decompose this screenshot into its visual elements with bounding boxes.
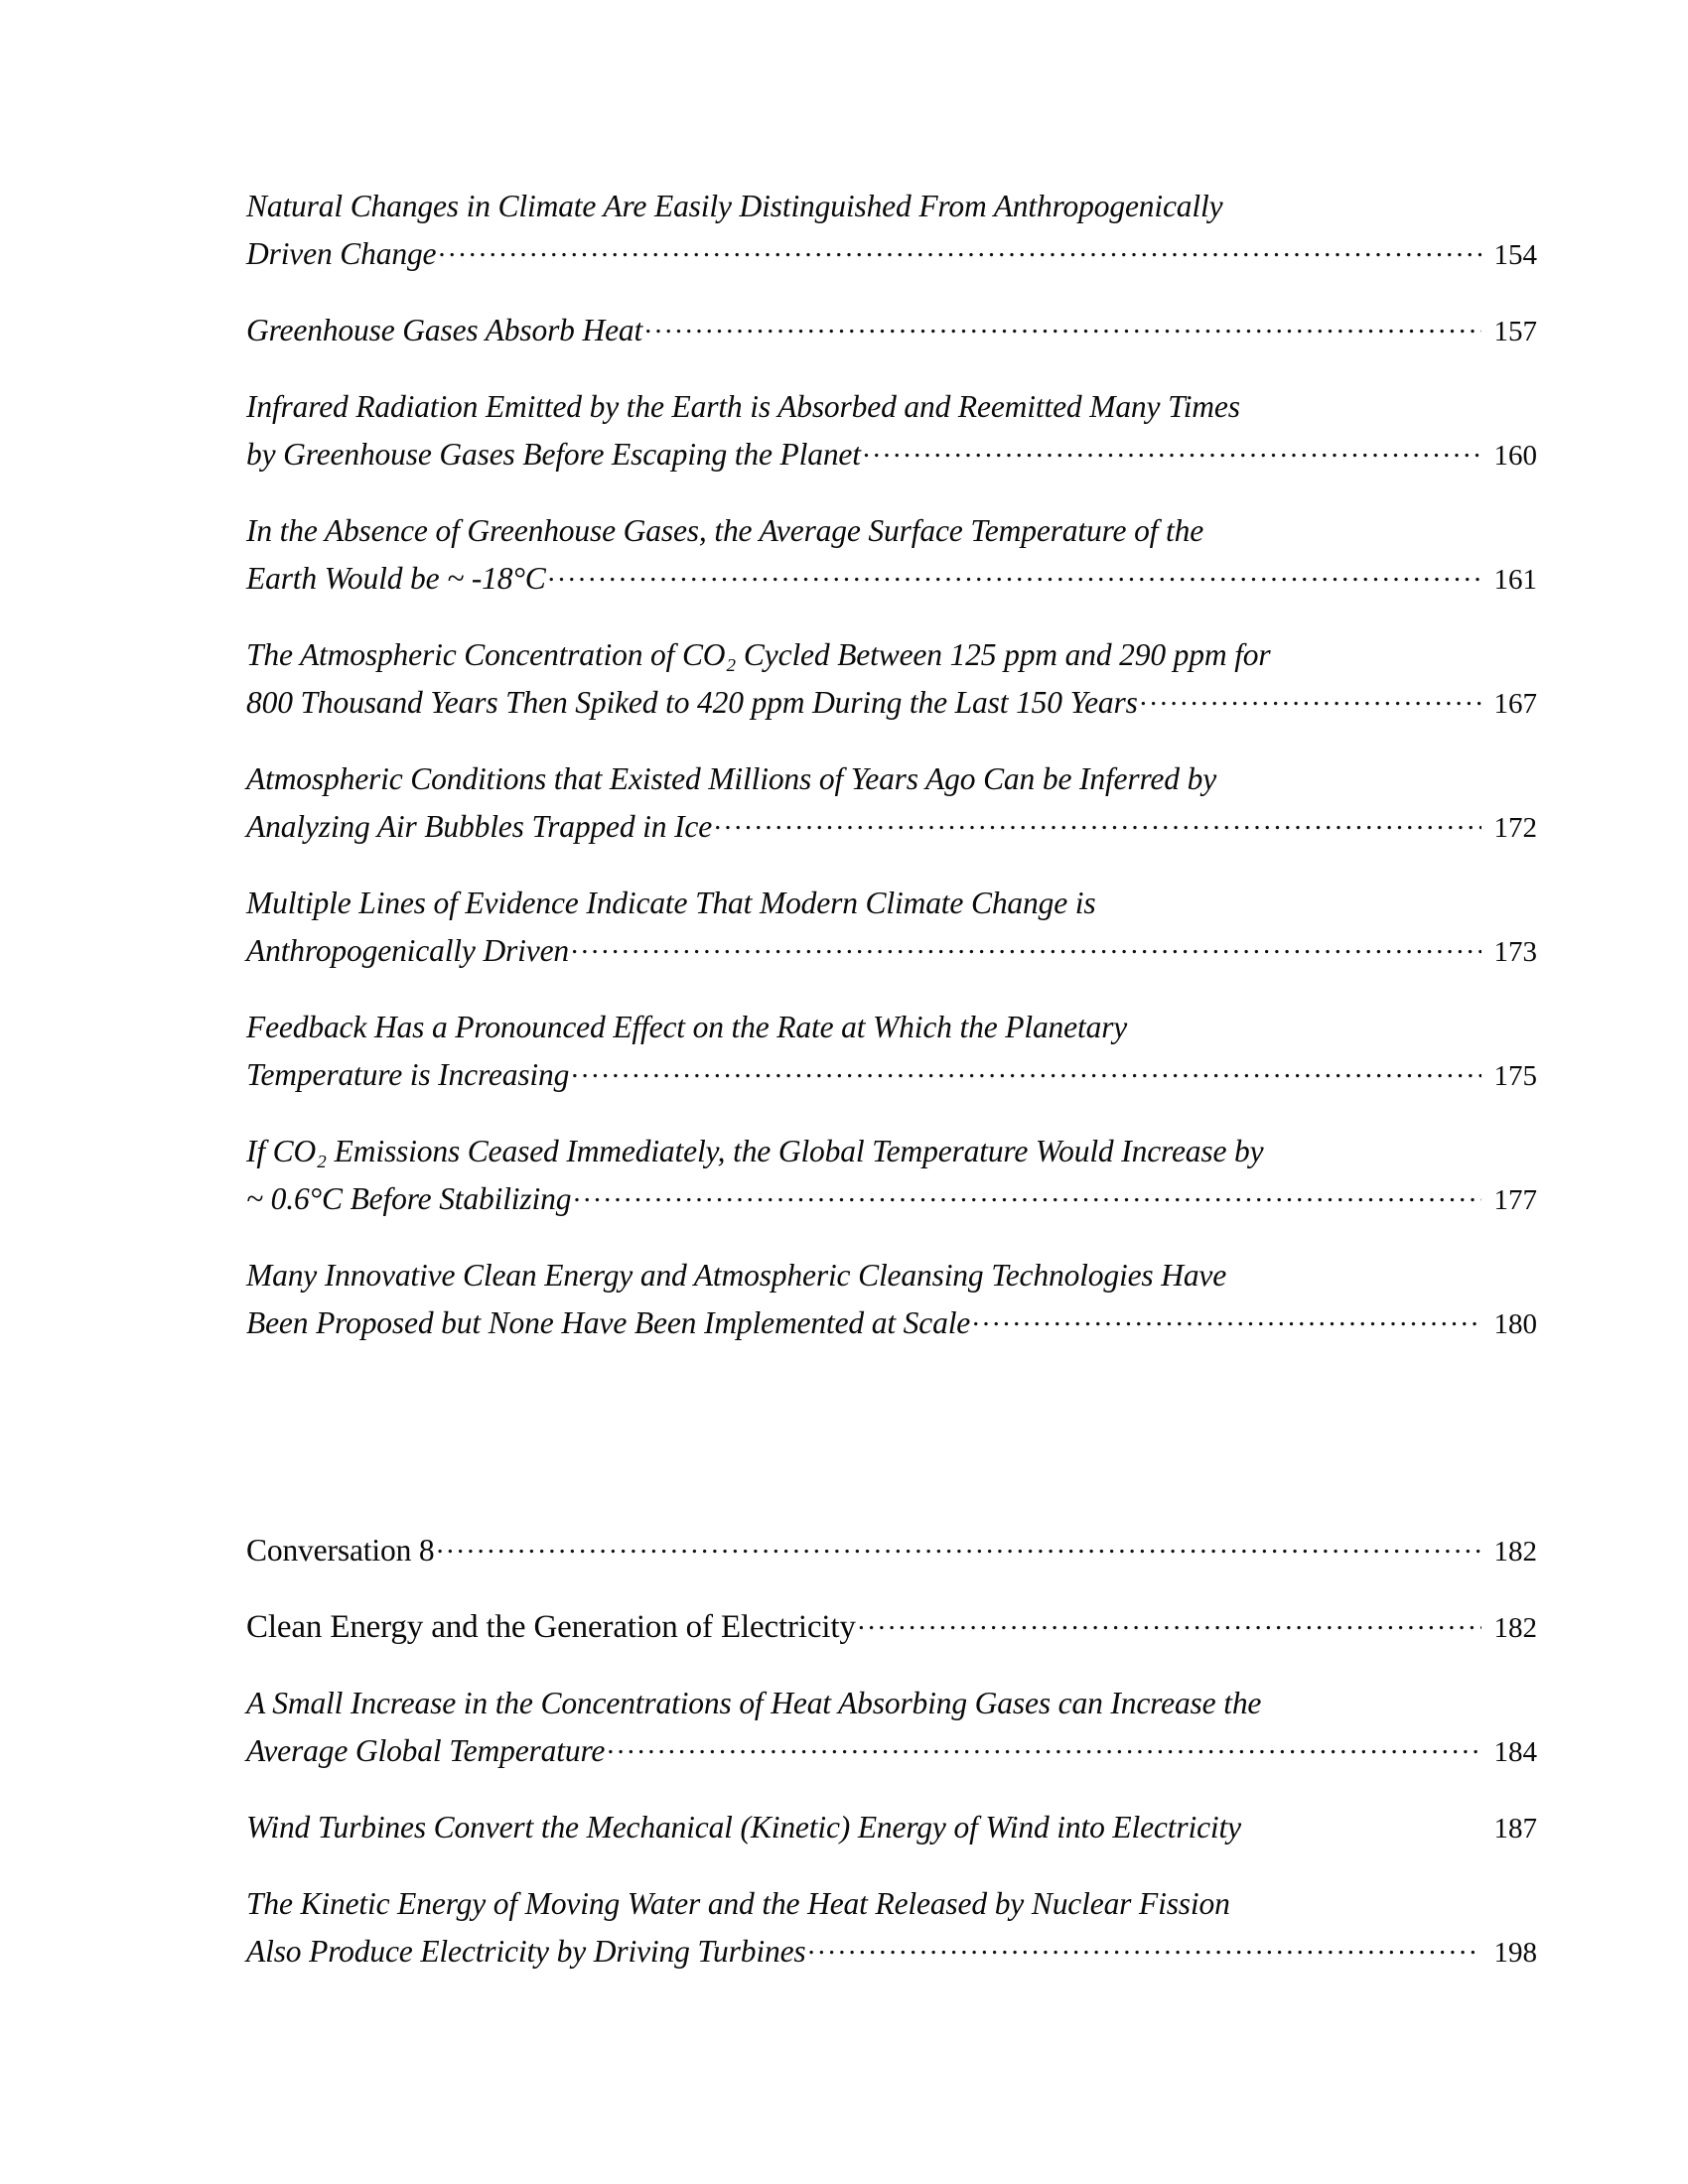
toc-entry-kinetic-energy-of-moving-water[interactable] bbox=[246, 1881, 1537, 1976]
toc-entry-last-line bbox=[246, 1929, 1537, 1976]
toc-entry-title-wrap bbox=[246, 384, 1240, 430]
toc-entry-multiple-lines-of-evidence[interactable] bbox=[246, 881, 1537, 975]
toc-page-number: 161 bbox=[1493, 564, 1537, 596]
toc-page-number: 187 bbox=[1493, 1813, 1537, 1844]
toc-entry-title-wrap bbox=[246, 184, 1222, 229]
toc-entry-title-wrap bbox=[246, 1728, 605, 1774]
toc-entry-line bbox=[246, 1129, 1537, 1174]
dot-leader bbox=[437, 1531, 1482, 1561]
toc-entry-title: Infrared Radiation Emitted by the Earth is Absorbed and Reemitted Many Times bbox=[246, 389, 1240, 424]
toc-page-number: 180 bbox=[1493, 1308, 1537, 1340]
toc-entry-title-wrap bbox=[246, 1129, 1264, 1174]
toc-entry-title: Analyzing Air Bubbles Trapped in Ice bbox=[246, 809, 713, 844]
toc-entry-last-line bbox=[246, 1728, 1537, 1775]
toc-entry-title: Atmospheric Conditions that Existed Millions of Years Ago Can be Inferred by bbox=[246, 761, 1217, 796]
dot-leader bbox=[1140, 683, 1481, 713]
toc-page-number: 182 bbox=[1493, 1612, 1537, 1644]
toc-entry-title: Earth Would be ~ -18°C bbox=[246, 561, 546, 596]
toc-page-number: 175 bbox=[1493, 1060, 1537, 1092]
toc-entry-title: Multiple Lines of Evidence Indicate That Modern Climate Change is bbox=[246, 886, 1096, 920]
toc-entry-last-line bbox=[246, 1604, 1537, 1651]
toc-entry-title-wrap bbox=[246, 556, 546, 602]
toc-entry-title: Anthropogenically Driven bbox=[246, 933, 570, 968]
toc-entry-small-increase-in-concentrations[interactable] bbox=[246, 1681, 1537, 1775]
toc-entry-title: Greenhouse Gases Absorb Heat bbox=[246, 313, 643, 347]
toc-entry-conversation-8[interactable] bbox=[246, 1528, 1537, 1574]
toc-entry-title-wrap bbox=[246, 1176, 571, 1222]
toc-entry-line bbox=[246, 184, 1537, 229]
dot-leader bbox=[571, 1055, 1481, 1085]
toc-entry-atmospheric-concentration-co2[interactable] bbox=[246, 632, 1537, 727]
toc-entry-title-wrap bbox=[246, 1052, 569, 1098]
toc-entry-title: The Atmospheric Concentration of CO₂ Cycled Between 125 ppm and 290 ppm for bbox=[246, 637, 1271, 672]
toc-entry-title-wrap bbox=[246, 881, 1096, 926]
toc-entry-last-line bbox=[246, 1300, 1537, 1347]
toc-entry-title: Been Proposed but None Have Been Implemented at Scale bbox=[246, 1305, 971, 1340]
toc-entry-title: In the Absence of Greenhouse Gases, the Average Surface Temperature of the bbox=[246, 513, 1204, 548]
dot-leader bbox=[438, 234, 1481, 264]
dot-leader bbox=[863, 435, 1481, 465]
toc-entry-line bbox=[246, 756, 1537, 802]
toc-page-number: 167 bbox=[1493, 688, 1537, 720]
toc-entry-title-wrap bbox=[246, 308, 642, 353]
toc-entry-clean-energy-generation-of-electricity[interactable] bbox=[246, 1604, 1537, 1651]
toc-entry-title-wrap bbox=[246, 1929, 806, 1975]
toc-entry-last-line bbox=[246, 556, 1537, 603]
toc-entry-last-line bbox=[246, 680, 1537, 727]
toc-entry-title: If CO₂ Emissions Ceased Immediately, the Global Temperature Would Increase by bbox=[246, 1134, 1264, 1168]
toc-page-number: 173 bbox=[1493, 936, 1537, 968]
toc-entry-line bbox=[246, 881, 1537, 926]
toc-entry-title: A Small Increase in the Concentrations of Heat Absorbing Gases can Increase the bbox=[246, 1686, 1262, 1720]
toc-entry-line bbox=[246, 1253, 1537, 1298]
dot-leader bbox=[573, 1179, 1481, 1209]
dot-leader bbox=[972, 1303, 1481, 1333]
toc-page-number: 198 bbox=[1493, 1937, 1537, 1969]
toc-entry-title: Also Produce Electricity by Driving Turbines bbox=[246, 1934, 806, 1969]
toc-entry-last-line bbox=[246, 231, 1537, 278]
toc-entry-greenhouse-gases-absorb-heat[interactable] bbox=[246, 308, 1537, 354]
toc-entry-title: Temperature is Increasing bbox=[246, 1057, 570, 1092]
dot-leader bbox=[644, 311, 1481, 341]
toc-entry-title: Driven Change bbox=[246, 236, 437, 271]
toc-entry-line bbox=[246, 1681, 1537, 1726]
toc-entry-title: Clean Energy and the Generation of Electricity bbox=[246, 1609, 856, 1645]
toc-entry-absence-of-greenhouse-gases[interactable] bbox=[246, 508, 1537, 603]
toc-entry-title-wrap bbox=[246, 1005, 1127, 1050]
toc-entry-infrared-radiation-emitted[interactable] bbox=[246, 384, 1537, 478]
toc-entry-line bbox=[246, 508, 1537, 554]
toc-page-number: 177 bbox=[1493, 1184, 1537, 1216]
dot-leader bbox=[714, 807, 1481, 837]
toc-entry-last-line bbox=[246, 1176, 1537, 1223]
dot-leader bbox=[808, 1932, 1481, 1962]
dot-leader bbox=[548, 559, 1481, 589]
toc-entry-title-wrap bbox=[246, 1528, 435, 1573]
toc-entry-wind-turbines-convert-mechanical-energy[interactable] bbox=[246, 1805, 1537, 1851]
toc-entry-line bbox=[246, 1881, 1537, 1927]
toc-entry-last-line bbox=[246, 308, 1537, 354]
toc-entry-line bbox=[246, 384, 1537, 430]
section-gap bbox=[246, 1377, 1537, 1528]
table-of-contents bbox=[246, 184, 1537, 2005]
toc-entry-title-wrap bbox=[246, 1604, 856, 1650]
toc-page-number: 157 bbox=[1493, 316, 1537, 347]
toc-entry-title: Feedback Has a Pronounced Effect on the Rate at Which the Planetary bbox=[246, 1010, 1128, 1044]
toc-entry-last-line bbox=[246, 1052, 1537, 1099]
toc-entry-title: Natural Changes in Climate Are Easily Distinguished From Anthropogenically bbox=[246, 189, 1223, 223]
dot-leader bbox=[571, 931, 1481, 961]
toc-entry-last-line bbox=[246, 432, 1537, 478]
toc-entry-title-wrap bbox=[246, 1300, 970, 1346]
toc-entry-natural-changes-in-climate[interactable] bbox=[246, 184, 1537, 278]
toc-entry-title: Average Global Temperature bbox=[246, 1733, 606, 1768]
dot-leader bbox=[858, 1607, 1481, 1637]
toc-entry-atmospheric-conditions-millions-of-years[interactable] bbox=[246, 756, 1537, 851]
toc-entry-last-line bbox=[246, 928, 1537, 975]
toc-entry-title-wrap bbox=[246, 632, 1271, 678]
toc-entry-title: ~ 0.6°C Before Stabilizing bbox=[246, 1181, 572, 1216]
toc-page-number: 172 bbox=[1493, 812, 1537, 844]
toc-entry-title-wrap bbox=[246, 1253, 1226, 1298]
toc-entry-title: by Greenhouse Gases Before Escaping the Planet bbox=[246, 437, 861, 472]
toc-entry-title: Many Innovative Clean Energy and Atmospheric Cleansing Technologies Have bbox=[246, 1258, 1227, 1293]
toc-entry-feedback-pronounced-effect[interactable] bbox=[246, 1005, 1537, 1099]
toc-entry-title-wrap bbox=[246, 804, 712, 850]
toc-page-number: 182 bbox=[1493, 1536, 1537, 1568]
toc-entry-title-wrap bbox=[246, 680, 1138, 726]
toc-entry-title: The Kinetic Energy of Moving Water and the Heat Released by Nuclear Fission bbox=[246, 1886, 1230, 1921]
toc-entry-title-wrap bbox=[246, 231, 436, 277]
toc-entry-last-line bbox=[246, 1528, 1537, 1574]
toc-entry-many-innovative-clean-energy[interactable] bbox=[246, 1253, 1537, 1347]
toc-page-number: 154 bbox=[1493, 239, 1537, 271]
toc-page-number: 160 bbox=[1493, 440, 1537, 472]
toc-page-number: 184 bbox=[1493, 1736, 1537, 1768]
toc-entry-title-wrap bbox=[246, 508, 1203, 554]
toc-entry-title-wrap bbox=[246, 756, 1216, 802]
toc-entry-title-wrap bbox=[246, 432, 861, 478]
toc-entry-title-wrap bbox=[246, 928, 569, 974]
toc-entry-last-line bbox=[246, 804, 1537, 851]
toc-entry-last-line bbox=[246, 1805, 1537, 1851]
toc-entry-if-co2-emissions-ceased[interactable] bbox=[246, 1129, 1537, 1223]
toc-entry-title: 800 Thousand Years Then Spiked to 420 ppm During the Last 150 Years bbox=[246, 685, 1138, 720]
toc-entry-title: Wind Turbines Convert the Mechanical (Kinetic) Energy of Wind into Electricity bbox=[246, 1810, 1241, 1844]
toc-entry-line bbox=[246, 632, 1537, 678]
toc-entry-title-wrap bbox=[246, 1881, 1230, 1927]
toc-entry-title: Conversation 8 bbox=[246, 1533, 435, 1568]
dot-leader bbox=[607, 1731, 1481, 1761]
toc-entry-title-wrap bbox=[246, 1681, 1261, 1726]
toc-entry-line bbox=[246, 1005, 1537, 1050]
toc-entry-title-wrap bbox=[246, 1805, 1241, 1850]
